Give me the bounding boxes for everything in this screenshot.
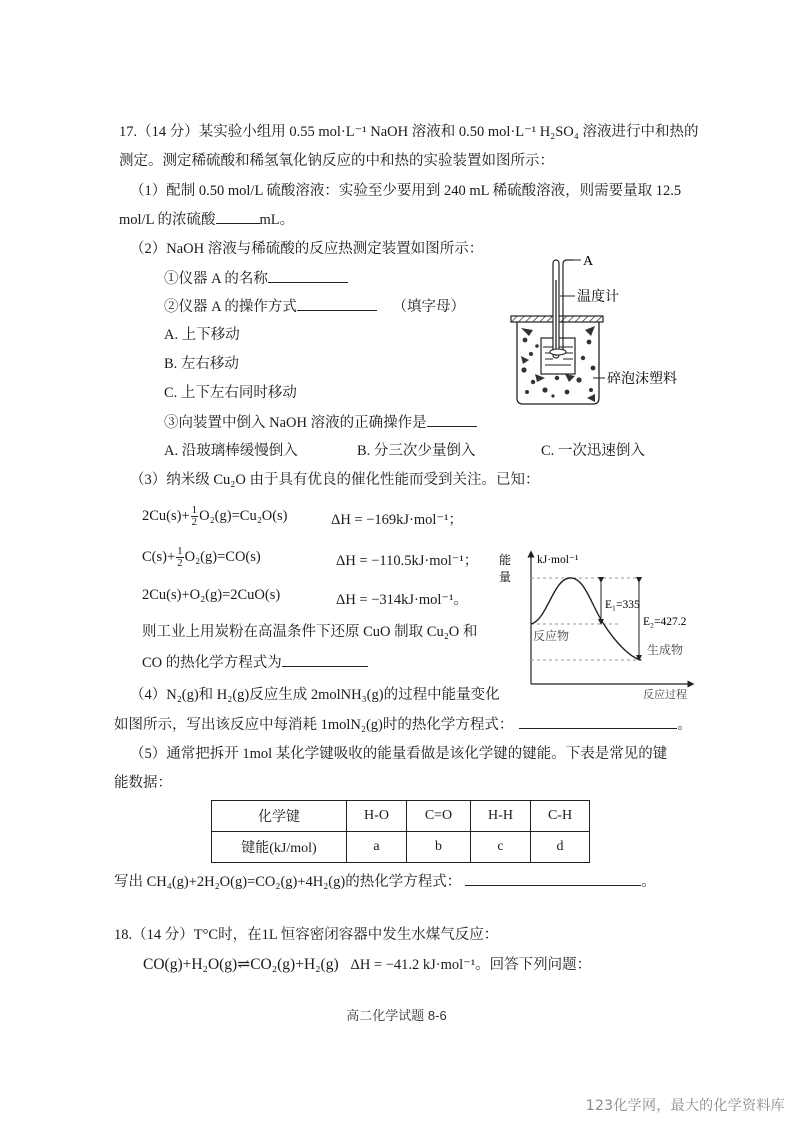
- answer-blank-instrument-name[interactable]: [268, 268, 348, 283]
- fraction-denominator: 2: [191, 516, 198, 528]
- label-thermometer: 温度计: [577, 290, 619, 305]
- option-a-move-up-down: A. 上下移动: [164, 327, 240, 343]
- q18-stem: 18.（14 分）T°C时，在1L 恒容密闭容器中发生水煤气反应：: [114, 927, 499, 943]
- equation-2-right: O₂(g)=CO(s): [184, 548, 261, 565]
- watermark: 123化学网，最大的化学资料库: [585, 1098, 785, 1114]
- fraction-numerator: 1: [177, 545, 183, 557]
- table-cell: 键能(kJ/mol): [212, 832, 347, 863]
- table-cell: C=O: [407, 801, 471, 832]
- option-b-move-left-right: B. 左右移动: [164, 356, 239, 372]
- table-header-row: [212, 801, 590, 832]
- label-foam: 碎泡沫塑料: [607, 372, 677, 387]
- energy-diagram: [495, 548, 700, 700]
- option-a-pour-slowly: A. 沿玻璃棒缓慢倒入: [164, 443, 298, 459]
- fraction-denominator: 2: [177, 557, 183, 569]
- table-row: [212, 832, 590, 863]
- q17-part1-unit: mL。: [259, 212, 295, 228]
- q17-part3-question-line2: [142, 652, 368, 673]
- q17-part1-text: mol/L 的浓硫酸: [119, 212, 216, 228]
- e2-label: E₂=427.2: [643, 616, 687, 628]
- q17-part3-question-line1: 则工业上用炭粉在高温条件下还原 CuO 制取 Cu₂O 和: [142, 624, 478, 640]
- x-axis-label: 反应过程: [643, 689, 687, 700]
- q17-part1-line1: （1）配制 0.50 mol/L 硫酸溶液：实验至少要用到 240 mL 稀硫酸溶液，则需要量取 12.5: [130, 183, 682, 199]
- q17-part2-q3: [164, 412, 477, 433]
- q17-part2-q1-text: ①仪器 A 的名称: [164, 271, 268, 287]
- bond-energy-table: [211, 800, 590, 863]
- period: 。: [641, 874, 656, 890]
- q17-part5-question-text: 写出 CH₄(g)+2H₂O(g)=CO₂(g)+4H₂(g)的热化学方程式：: [114, 874, 462, 890]
- answer-blank-operation[interactable]: [297, 296, 377, 311]
- option-c-pour-quickly: C. 一次迅速倒入: [541, 443, 645, 459]
- q18-equation-text: CO(g)+H₂O(g)⇌CO₂(g)+H₂(g): [143, 956, 339, 973]
- q17-part2-q1: [164, 268, 348, 289]
- table-cell: b: [407, 832, 471, 863]
- table-cell: C-H: [531, 801, 590, 832]
- option-c-move-all: C. 上下左右同时移动: [164, 385, 297, 401]
- q17-part4-line2: [114, 714, 692, 735]
- calorimeter-figure: [505, 250, 705, 410]
- product-label: 生成物: [647, 643, 684, 657]
- q17-part4-text: 如图所示，写出该反应中每消耗 1molN₂(g)时的热化学方程式：: [114, 717, 514, 733]
- answer-blank-pour-method[interactable]: [427, 412, 477, 427]
- table-cell: H-H: [471, 801, 531, 832]
- q17-part2-q2: [164, 296, 465, 317]
- answer-blank-volume[interactable]: [216, 209, 260, 224]
- option-b-pour-three-times: B. 分三次少量倒入: [357, 443, 476, 459]
- q18-equation: [143, 955, 591, 975]
- q17-part2-q2-hint: （填字母）: [392, 299, 466, 315]
- equation-1: [142, 505, 288, 528]
- table-cell: H-O: [347, 801, 407, 832]
- q17-part5-line1: （5）通常把拆开 1mol 某化学键吸收的能量看做是该化学键的键能。下表是常见的键: [130, 746, 668, 762]
- table-cell: d: [531, 832, 590, 863]
- table-cell: a: [347, 832, 407, 863]
- q17-stem-line1: 17.（14 分）某实验小组用 0.55 mol·L⁻¹ NaOH 溶液和 0.50 mol·L⁻¹ H₂SO₄ 溶液进行中和热的: [119, 124, 699, 140]
- q17-part2-intro: （2）NaOH 溶液与稀硫酸的反应热测定装置如图所示：: [130, 241, 484, 257]
- answer-blank-nh3-equation[interactable]: [519, 714, 677, 729]
- e1-label: E₁=335: [605, 599, 640, 611]
- equation-2-enthalpy: ΔH = −110.5kJ·mol⁻¹；: [336, 553, 479, 569]
- equation-2: [142, 546, 261, 569]
- equation-1-left: 2Cu(s)+: [142, 507, 190, 524]
- y-label-2: 量: [499, 570, 512, 584]
- label-a: A: [583, 254, 594, 269]
- table-cell: 化学键: [212, 801, 347, 832]
- equation-3: 2Cu(s)+O₂(g)=2CuO(s): [142, 587, 281, 603]
- equation-3-enthalpy: ΔH = −314kJ·mol⁻¹。: [336, 592, 468, 608]
- q17-part3-question-text: CO 的热化学方程式为: [142, 655, 282, 671]
- energy-curve: [531, 578, 641, 660]
- q17-part4-line1: （4）N₂(g)和 H₂(g)反应生成 2molNH₃(g)的过程中能量变化: [130, 687, 500, 703]
- equation-2-left: C(s)+: [142, 548, 176, 565]
- y-unit: kJ·mol⁻¹: [537, 554, 579, 566]
- q17-part2-q3-text: ③向装置中倒入 NaOH 溶液的正确操作是: [164, 415, 427, 431]
- q17-part3-intro: （3）纳米级 Cu₂O 由于具有优良的催化性能而受到关注。已知：: [130, 472, 540, 488]
- answer-blank-ch4-equation[interactable]: [465, 871, 641, 886]
- reactant-label: 反应物: [533, 629, 570, 643]
- table-cell: c: [471, 832, 531, 863]
- q18-enthalpy: ΔH = −41.2 kJ·mol⁻¹。回答下列问题：: [350, 957, 592, 973]
- q17-part5-line2: 能数据：: [114, 775, 172, 791]
- y-label-1: 能: [499, 553, 512, 567]
- equation-1-right: O₂(g)=Cu₂O(s): [199, 507, 288, 524]
- answer-blank-equation-3[interactable]: [282, 652, 368, 667]
- q17-part5-question: [114, 871, 656, 892]
- period: 。: [677, 717, 692, 733]
- page-footer: 高二化学试题 8-6: [346, 1008, 447, 1023]
- fraction-half: [176, 546, 184, 569]
- q17-part2-q2-text: ②仪器 A 的操作方式: [164, 299, 297, 315]
- fraction-numerator: 1: [191, 504, 198, 516]
- q17-stem-line2: 测定。测定稀硫酸和稀氢氧化钠反应的中和热的实验装置如图所示：: [119, 153, 554, 169]
- q17-part1-line2: [119, 209, 294, 230]
- fraction-half: [191, 505, 199, 528]
- equation-1-enthalpy: ΔH = −169kJ·mol⁻¹；: [331, 512, 463, 528]
